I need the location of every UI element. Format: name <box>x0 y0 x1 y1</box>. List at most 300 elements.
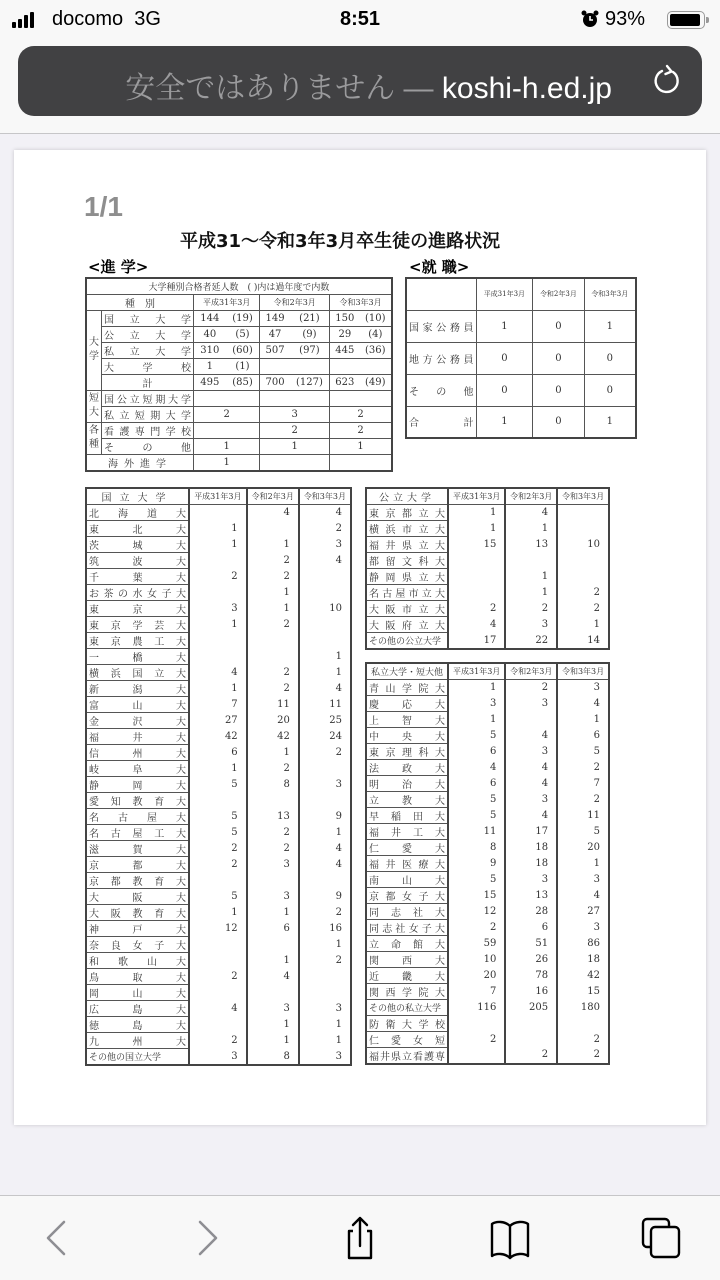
table-row <box>86 1049 351 1065</box>
table-row <box>406 310 636 342</box>
table-row <box>86 953 351 969</box>
cell-value <box>247 985 299 1001</box>
cell-value <box>290 358 330 374</box>
cell-value: 11 <box>448 823 505 839</box>
row-label: 国公立短期大学 <box>102 390 194 406</box>
university-name: 大阪府立大 <box>366 617 448 633</box>
col-year: 令和3年3月 <box>584 278 636 310</box>
cell-value: 1 <box>448 711 505 727</box>
cell-value: 0 <box>476 374 533 406</box>
url-host: koshi-h.ed.jp <box>441 72 612 105</box>
cell-value: 0 <box>533 374 584 406</box>
university-name: 大阪大 <box>86 889 189 905</box>
table-row <box>366 711 609 727</box>
table-row <box>406 406 636 438</box>
cell-value: 4 <box>299 857 351 873</box>
forward-icon[interactable] <box>186 1216 230 1260</box>
cell-value <box>247 649 299 665</box>
reload-icon[interactable] <box>650 64 684 98</box>
cell-value <box>505 711 557 727</box>
university-name: 関西学院大 <box>366 983 448 999</box>
cell-value: 0 <box>533 342 584 374</box>
tabs-icon[interactable] <box>640 1216 684 1260</box>
cell-value: 10 <box>299 601 351 617</box>
cell-value: 2 <box>247 761 299 777</box>
table-row <box>366 951 609 967</box>
cell-value: 2 <box>189 1033 247 1049</box>
university-name: 茨城大 <box>86 537 189 553</box>
cell-value: 1 <box>194 438 260 454</box>
cell-value: 5 <box>448 791 505 807</box>
table-row <box>86 665 351 681</box>
status-bar <box>0 0 720 40</box>
cell-value: 2 <box>194 406 260 422</box>
table-row <box>366 553 609 569</box>
cell-value <box>260 390 330 406</box>
cell-value: 6 <box>247 921 299 937</box>
cell-value: 13 <box>505 887 557 903</box>
cell-value: 2 <box>330 422 392 438</box>
cell-value: 1 <box>189 617 247 633</box>
col-year: 令和2年3月 <box>533 278 584 310</box>
cell-value: 1 <box>299 937 351 953</box>
address-bar[interactable] <box>18 46 702 116</box>
shingaku-caption: 大学種別合格者延人数 ( )内は過年度で内数 <box>86 278 392 294</box>
cell-value: 2 <box>247 569 299 585</box>
cell-value: 26 <box>505 951 557 967</box>
cell-value: 1 <box>448 505 505 521</box>
table-row <box>366 569 609 585</box>
cell-value: 12 <box>448 903 505 919</box>
cell-value: 2 <box>189 841 247 857</box>
university-name: 岐阜大 <box>86 761 189 777</box>
url-display[interactable] <box>18 63 642 107</box>
cell-value: 2 <box>330 406 392 422</box>
cell-value <box>247 793 299 809</box>
university-name: その他の国立大学 <box>86 1049 189 1065</box>
table-row <box>86 601 351 617</box>
cell-value: 2 <box>247 841 299 857</box>
cell-value: 495 <box>194 374 226 390</box>
cell-value: 3 <box>247 857 299 873</box>
university-name: 上智大 <box>366 711 448 727</box>
university-name: 青山学院大 <box>366 679 448 695</box>
cell-value: 5 <box>189 809 247 825</box>
cell-value: 2 <box>505 601 557 617</box>
table-row <box>366 727 609 743</box>
cell-value: 9 <box>299 809 351 825</box>
cell-value: 2 <box>505 679 557 695</box>
table-row <box>86 729 351 745</box>
cell-value <box>448 1015 505 1031</box>
university-name: 福井県立看護専 <box>366 1047 448 1064</box>
cell-value: 1 <box>247 745 299 761</box>
private-header: 私立大学・短大他 <box>366 663 448 679</box>
table-row <box>366 839 609 855</box>
battery-icon <box>667 11 705 29</box>
university-name: 名古屋市立大 <box>366 585 448 601</box>
cell-value: 13 <box>247 809 299 825</box>
cell-value: (1) <box>226 358 260 374</box>
university-name: 福井工大 <box>366 823 448 839</box>
table-row <box>366 807 609 823</box>
cell-value: 1 <box>189 761 247 777</box>
cell-value: 0 <box>584 342 636 374</box>
cell-value <box>189 1017 247 1033</box>
table-row <box>86 969 351 985</box>
university-name: 仁愛大 <box>366 839 448 855</box>
university-name: 岡山大 <box>86 985 189 1001</box>
cell-value <box>299 761 351 777</box>
cell-value: 7 <box>189 697 247 713</box>
cell-value: 144 <box>194 310 226 326</box>
university-name: 筑波大 <box>86 553 189 569</box>
cell-value: 1 <box>189 521 247 537</box>
cell-value: 1 <box>189 681 247 697</box>
cell-value: 1 <box>247 905 299 921</box>
cell-value: 20 <box>557 839 609 855</box>
cell-value <box>194 422 260 438</box>
cell-value: 507 <box>260 342 290 358</box>
row-label: 私立短期大学 <box>102 406 194 422</box>
university-name: 京都教育大 <box>86 873 189 889</box>
table-row <box>86 937 351 953</box>
university-name: 広島大 <box>86 1001 189 1017</box>
cell-value: 3 <box>299 537 351 553</box>
cell-value: 16 <box>299 921 351 937</box>
cell-value <box>189 633 247 649</box>
table-row <box>86 342 392 358</box>
university-name: その他の公立大学 <box>366 633 448 649</box>
cell-value: 700 <box>260 374 290 390</box>
cell-value <box>299 873 351 889</box>
cell-value: 4 <box>189 665 247 681</box>
university-name: 東京学芸大 <box>86 617 189 633</box>
university-name: 奈良女子大 <box>86 937 189 953</box>
cell-value: 6 <box>448 743 505 759</box>
university-name: 近畿大 <box>366 967 448 983</box>
cell-value <box>247 521 299 537</box>
table-row <box>86 438 392 454</box>
cell-value <box>189 985 247 1001</box>
cell-value <box>189 553 247 569</box>
university-name: 防衛大学校 <box>366 1015 448 1031</box>
shingaku-table <box>85 277 393 472</box>
national-header: 国立大学 <box>86 488 189 505</box>
table-row <box>86 809 351 825</box>
table-row <box>366 1047 609 1064</box>
cell-value: 51 <box>505 935 557 951</box>
row-label: 地方公務員 <box>406 342 476 374</box>
university-name: 九州大 <box>86 1033 189 1049</box>
cell-value <box>299 585 351 601</box>
cell-value: 6 <box>189 745 247 761</box>
cell-value: 2 <box>557 791 609 807</box>
table-row <box>86 857 351 873</box>
cell-value: 5 <box>557 823 609 839</box>
cell-value <box>448 569 505 585</box>
cell-value: 2 <box>247 681 299 697</box>
cell-value: 1 <box>299 665 351 681</box>
cell-value: 78 <box>505 967 557 983</box>
row-label: 公立大学 <box>102 326 194 342</box>
cell-value <box>247 633 299 649</box>
table-row <box>406 374 636 406</box>
cell-value: 8 <box>448 839 505 855</box>
university-name: 福井県立大 <box>366 537 448 553</box>
table-row <box>86 569 351 585</box>
cell-value: 1 <box>557 711 609 727</box>
cell-value: 3 <box>505 743 557 759</box>
cell-value: 2 <box>189 857 247 873</box>
table-row <box>366 855 609 871</box>
cell-value: 86 <box>557 935 609 951</box>
cell-value <box>299 969 351 985</box>
table-row <box>86 454 392 471</box>
cell-value: 2 <box>247 553 299 569</box>
table-row <box>86 521 351 537</box>
cell-value: 4 <box>557 887 609 903</box>
cell-value: 5 <box>189 777 247 793</box>
table-row <box>86 649 351 665</box>
cell-value: 6 <box>448 775 505 791</box>
browser-toolbar <box>0 1195 720 1280</box>
cell-value: 2 <box>557 585 609 601</box>
cell-value: (127) <box>290 374 330 390</box>
cell-value <box>505 1015 557 1031</box>
cell-value: 623 <box>330 374 360 390</box>
cell-value: 0 <box>476 342 533 374</box>
cell-value: 4 <box>505 807 557 823</box>
cell-value <box>505 1031 557 1047</box>
university-name: 仁愛女短 <box>366 1031 448 1047</box>
back-icon[interactable] <box>34 1216 78 1260</box>
cell-value: 9 <box>448 855 505 871</box>
cell-value <box>557 553 609 569</box>
cell-value: 42 <box>557 967 609 983</box>
university-name: 東京大 <box>86 601 189 617</box>
cell-value: 0 <box>533 310 584 342</box>
cell-value: 4 <box>505 727 557 743</box>
cell-value: 310 <box>194 342 226 358</box>
cell-value: 42 <box>189 729 247 745</box>
table-row <box>86 697 351 713</box>
table-row <box>366 791 609 807</box>
table-row <box>366 775 609 791</box>
university-name: 大阪市立大 <box>366 601 448 617</box>
cell-value: 1 <box>330 438 392 454</box>
cell-value: 8 <box>247 1049 299 1065</box>
table-row <box>86 1001 351 1017</box>
cell-value: 4 <box>299 681 351 697</box>
cell-value: 1 <box>247 601 299 617</box>
cell-value: 3 <box>505 695 557 711</box>
col-kind: 種 別 <box>86 294 194 310</box>
cell-value: 5 <box>189 825 247 841</box>
cell-value: 3 <box>247 889 299 905</box>
cell-value: 4 <box>557 695 609 711</box>
group-label: 各種 <box>86 422 102 454</box>
university-name: 神戸大 <box>86 921 189 937</box>
row-label: 合計 <box>406 406 476 438</box>
cell-value: 0 <box>584 374 636 406</box>
cell-value <box>557 521 609 537</box>
row-label: 国立大学 <box>102 310 194 326</box>
university-name: 中央大 <box>366 727 448 743</box>
cell-value: 29 <box>330 326 360 342</box>
university-name: 金沢大 <box>86 713 189 729</box>
share-icon[interactable] <box>338 1216 382 1260</box>
cell-value: 42 <box>247 729 299 745</box>
cell-value: (36) <box>360 342 392 358</box>
cell-value <box>189 649 247 665</box>
cell-value: 2 <box>448 919 505 935</box>
cell-value: 47 <box>260 326 290 342</box>
table-row <box>86 374 392 390</box>
cell-value: 1 <box>505 521 557 537</box>
cell-value: 3 <box>448 695 505 711</box>
row-label: 私立大学 <box>102 342 194 358</box>
cell-value: 13 <box>505 537 557 553</box>
cell-value: 1 <box>247 1033 299 1049</box>
cell-value <box>299 985 351 1001</box>
cell-value: 22 <box>505 633 557 649</box>
table-row <box>86 985 351 1001</box>
cell-value: 5 <box>448 871 505 887</box>
cell-value <box>299 569 351 585</box>
cell-value <box>189 505 247 521</box>
cell-value: 28 <box>505 903 557 919</box>
alarm-icon <box>580 9 600 29</box>
cell-value: 24 <box>299 729 351 745</box>
cell-value: 0 <box>533 406 584 438</box>
table-row <box>366 823 609 839</box>
cell-value: (4) <box>360 326 392 342</box>
university-name: 東京農工大 <box>86 633 189 649</box>
cell-value: 4 <box>299 841 351 857</box>
cell-value <box>194 390 260 406</box>
cell-value <box>448 585 505 601</box>
table-row <box>86 406 392 422</box>
cell-value <box>448 1047 505 1064</box>
cell-value: 4 <box>247 969 299 985</box>
table-row <box>86 761 351 777</box>
cell-value: 40 <box>194 326 226 342</box>
cell-value: 1 <box>505 569 557 585</box>
cell-value: 1 <box>584 406 636 438</box>
cell-value: 15 <box>448 537 505 553</box>
not-secure-label: 安全ではありません — <box>125 72 442 105</box>
cell-value: (21) <box>290 310 330 326</box>
university-name: 徳島大 <box>86 1017 189 1033</box>
cell-value: 2 <box>247 825 299 841</box>
table-row <box>366 695 609 711</box>
cell-value: 5 <box>448 807 505 823</box>
cell-value: 1 <box>476 406 533 438</box>
university-name: その他の私立大学 <box>366 999 448 1015</box>
cell-value: 1 <box>557 617 609 633</box>
cell-value: 2 <box>557 1031 609 1047</box>
cell-value: 27 <box>557 903 609 919</box>
table-row <box>366 871 609 887</box>
university-name: 和歌山大 <box>86 953 189 969</box>
table-row <box>366 601 609 617</box>
cell-value: 2 <box>299 953 351 969</box>
table-row <box>366 999 609 1015</box>
cell-value: 59 <box>448 935 505 951</box>
cell-value: 14 <box>557 633 609 649</box>
university-name: 北海道大 <box>86 505 189 521</box>
private-university-table <box>365 662 610 1065</box>
university-name: 同志社大 <box>366 903 448 919</box>
cell-value <box>260 358 290 374</box>
cell-value <box>189 873 247 889</box>
table-row <box>366 887 609 903</box>
row-label: 海外進学 <box>86 454 194 471</box>
cell-value: 8 <box>247 777 299 793</box>
group-label: 大学 <box>86 310 102 390</box>
cell-value <box>330 390 392 406</box>
cell-value: 15 <box>448 887 505 903</box>
cell-value: 1 <box>299 825 351 841</box>
cell-value: 2 <box>260 422 330 438</box>
cell-value <box>505 553 557 569</box>
university-name: 法政大 <box>366 759 448 775</box>
cell-value: (9) <box>290 326 330 342</box>
university-name: 東北大 <box>86 521 189 537</box>
cell-value: 15 <box>557 983 609 999</box>
cell-value: (5) <box>226 326 260 342</box>
cell-value: 6 <box>557 727 609 743</box>
shushoku-corner <box>406 278 476 310</box>
cell-value: (10) <box>360 310 392 326</box>
cell-value: 10 <box>557 537 609 553</box>
university-name: 東京都立大 <box>366 505 448 521</box>
cell-value: 180 <box>557 999 609 1015</box>
national-university-table <box>85 487 352 1066</box>
university-name: 名古屋大 <box>86 809 189 825</box>
cell-value <box>330 358 360 374</box>
cell-value: 6 <box>505 919 557 935</box>
cell-value: 1 <box>299 1033 351 1049</box>
cell-value: 205 <box>505 999 557 1015</box>
cell-value: 2 <box>448 601 505 617</box>
cell-value <box>189 953 247 969</box>
bookmarks-icon[interactable] <box>488 1216 532 1260</box>
cell-value: 3 <box>557 679 609 695</box>
table-row <box>366 617 609 633</box>
col-year: 令和2年3月 <box>247 488 299 505</box>
cell-value: 18 <box>505 855 557 871</box>
cell-value: 11 <box>557 807 609 823</box>
table-row <box>86 633 351 649</box>
cell-value: 1 <box>448 521 505 537</box>
table-row <box>86 777 351 793</box>
university-name: 東京理科大 <box>366 743 448 759</box>
cell-value: 5 <box>557 743 609 759</box>
table-row <box>86 921 351 937</box>
table-row <box>86 793 351 809</box>
cell-value: 2 <box>557 1047 609 1064</box>
cell-value: 20 <box>448 967 505 983</box>
cell-value: 1 <box>247 537 299 553</box>
document-title: 平成31～令和3年3月卒生徒の進路状況 <box>180 231 501 252</box>
cell-value <box>299 793 351 809</box>
cell-value: 17 <box>505 823 557 839</box>
cell-value <box>360 358 392 374</box>
table-row <box>366 759 609 775</box>
cell-value: 4 <box>448 617 505 633</box>
